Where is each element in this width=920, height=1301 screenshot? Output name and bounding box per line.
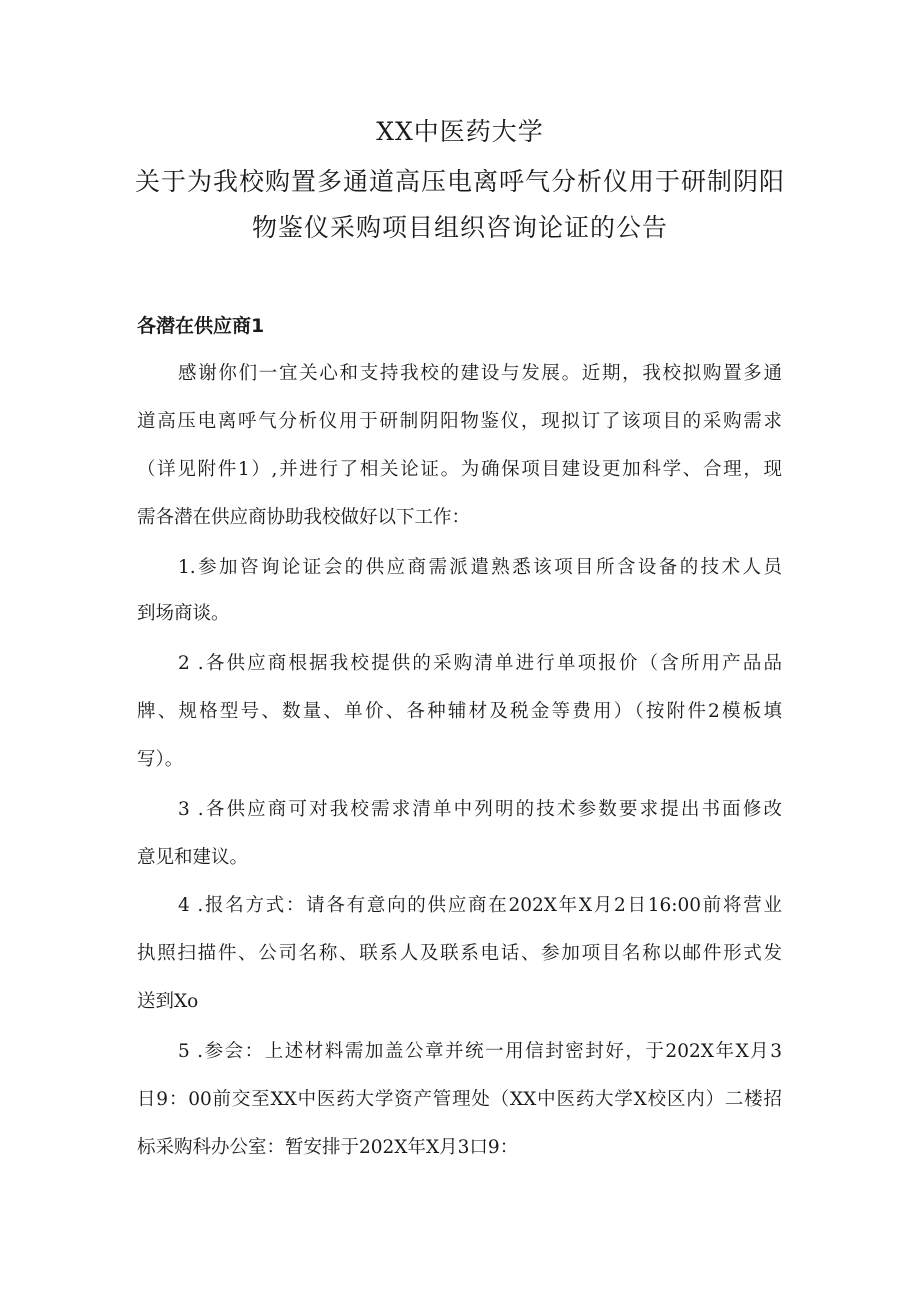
salutation: 各潜在供应商1 [137, 315, 265, 337]
university-name: XX中医药大学 [376, 117, 544, 146]
item-4-line-2: 执照扫描件、公司名称、联系人及联系电话、参加项目名称以邮件形式发 [137, 943, 782, 964]
intro-line-4: 需各潜在供应商协助我校做好以下工作： [137, 507, 471, 528]
item-2-line-3: 写）。 [137, 749, 184, 770]
item-1-line-2: 到场商谈。 [137, 603, 230, 624]
notice-title-line-1: 关于为我校购置多通道高压电离呼气分析仪用于研制阴阳 [134, 167, 785, 196]
item-3-line-1: 3 .各供应商可对我校需求清单中列明的技术参数要求提出书面修改 [178, 799, 782, 820]
item-3-line-2: 意见和建议。 [137, 847, 249, 868]
item-2-line-2: 牌、规格型号、数量、单价、各种辅材及税金等费用）（按附件2模板填 [137, 701, 782, 722]
item-5-line-3: 标采购科办公室：暂安排于202X年X月3口9： [137, 1137, 519, 1158]
notice-title-line-2: 物鉴仪采购项目组织咨询论证的公告 [251, 213, 668, 242]
item-4-line-3: 送到Xo [137, 991, 199, 1012]
intro-line-3: （详见附件1）,并进行了相关论证。为确保项目建设更加科学、合理，现 [137, 459, 782, 480]
item-2-line-1: 2 .各供应商根据我校提供的采购清单进行单项报价（含所用产品品 [178, 653, 782, 674]
item-5-line-2: 日9：00前交至XX中医药大学资产管理处（XX中医药大学X校区内）二楼招 [137, 1089, 782, 1110]
item-1-line-1: 1.参加咨询论证会的供应商需派遣熟悉该项目所含设备的技术人员 [178, 557, 782, 578]
item-4-line-1: 4 .报名方式：请各有意向的供应商在202X年X月2日16:00前将营业 [178, 895, 782, 916]
intro-line-2: 道高压电离呼气分析仪用于研制阴阳物鉴仪，现拟订了该项目的采购需求 [137, 411, 782, 432]
item-5-line-1: 5 .参会：上述材料需加盖公章并统一用信封密封好，于202X年X月3 [178, 1041, 782, 1062]
intro-line-1: 感谢你们一宜关心和支持我校的建设与发展。近期，我校拟购置多通 [178, 363, 782, 384]
